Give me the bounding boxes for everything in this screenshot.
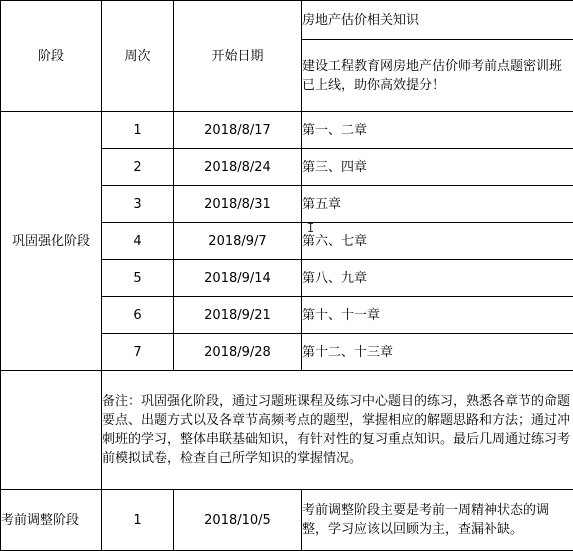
date-cell: 2018/9/14 [174, 260, 302, 297]
promo-text-cell: 建设工程教育网房地产估价师考前点题密训班已上线，助你高效提分！ [302, 40, 573, 112]
consolidation-note-cell: 备注：巩固强化阶段，通过习题班课程及练习中心题目的练习，熟悉各章节的命题要点、出题方式以及各章节高频考点的题型，掌握相应的解题思路和方法；通过冲刺班的学习，整体串联基础知识，有针对性的复习重点知识。最后几周通过练习考前模拟试卷，检查自己所学知识的掌握情况。 [102, 371, 573, 490]
text-cursor-icon: I [307, 221, 314, 235]
content-cell: 第十、十一章 [302, 297, 573, 334]
note-row [1, 371, 573, 490]
week-cell: 6 [102, 297, 174, 334]
header-row-1 [1, 1, 573, 40]
knowledge-title-cell: 房地产估价相关知识 [302, 1, 573, 40]
week-cell: 1 [102, 112, 174, 149]
content-cell: 第六、七章 [302, 223, 573, 260]
stage-column-header: 阶段 [1, 1, 102, 112]
date-cell: 2018/9/21 [174, 297, 302, 334]
pre-exam-content-cell: 考前调整阶段主要是考前一周精神状态的调整，学习应该以回顾为主，查漏补缺。 [302, 490, 573, 551]
date-cell: 2018/8/24 [174, 149, 302, 186]
consolidation-stage-cell: 巩固强化阶段 [1, 112, 102, 371]
week-cell: 7 [102, 334, 174, 371]
content-cell: 第五章 [302, 186, 573, 223]
content-cell: 第十二、十三章 [302, 334, 573, 371]
content-cell: 第一、二章 [302, 112, 573, 149]
note-stage-spacer [1, 371, 102, 490]
content-cell: 第八、九章 [302, 260, 573, 297]
week-cell: 4 [102, 223, 174, 260]
content-cell: 第三、四章 [302, 149, 573, 186]
date-cell: 2018/9/7 [174, 223, 302, 260]
week-cell: 5 [102, 260, 174, 297]
table-row [1, 112, 573, 149]
date-cell: 2018/8/17 [174, 112, 302, 149]
pre-exam-row [1, 490, 573, 551]
start-date-column-header: 开始日期 [174, 1, 302, 112]
date-cell: 2018/9/28 [174, 334, 302, 371]
pre-exam-stage-cell: 考前调整阶段 [1, 490, 102, 551]
week-column-header: 周次 [102, 1, 174, 112]
week-cell: 2 [102, 149, 174, 186]
date-cell: 2018/10/5 [174, 490, 302, 551]
date-cell: 2018/8/31 [174, 186, 302, 223]
week-cell: 3 [102, 186, 174, 223]
week-cell: 1 [102, 490, 174, 551]
